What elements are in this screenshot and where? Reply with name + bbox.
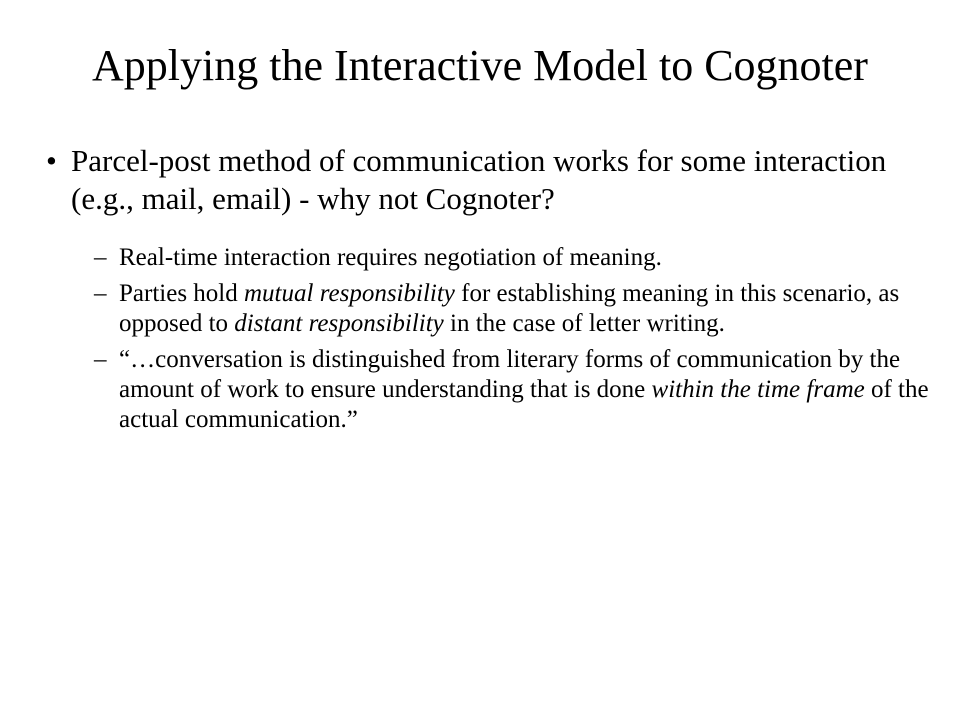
- text-run: Parties hold: [119, 280, 244, 307]
- emphasis-distant-responsibility: distant responsibility: [234, 310, 444, 337]
- bullet-marker: •: [46, 143, 57, 178]
- bullet-item: [46, 142, 926, 218]
- dash-marker: –: [94, 280, 107, 307]
- text-run: Real-time interaction requires negotiation of meaning.: [119, 244, 662, 271]
- dash-marker: –: [94, 244, 107, 271]
- sub-bullet-text: [119, 345, 932, 435]
- sub-bullet-item-responsibility: [94, 279, 932, 339]
- sub-bullet-list: [94, 243, 932, 441]
- emphasis-time-frame: within the time frame: [651, 376, 865, 403]
- dash-marker: –: [94, 346, 107, 373]
- text-run: in the case of letter writing.: [443, 310, 725, 337]
- sub-bullet-item-quote: [94, 345, 932, 435]
- bullet-text: Parcel-post method of communication works for some interaction (e.g., mail, email) - why not Cognoter?: [71, 143, 887, 216]
- sub-bullet-item-realtime: [94, 243, 932, 273]
- emphasis-mutual-responsibility: mutual responsibility: [244, 280, 455, 307]
- text-run: “…conversation is distinguished from literary forms of communication by the amount of work to ensure understanding that is done: [119, 346, 901, 403]
- text-run: of the actual communication.”: [119, 376, 929, 433]
- sub-bullet-text: [119, 243, 932, 273]
- sub-bullet-text: [119, 279, 932, 339]
- text-run: for establishing meaning in this scenario, as opposed to: [119, 280, 900, 337]
- slide-title: Applying the Interactive Model to Cognoter: [92, 41, 868, 90]
